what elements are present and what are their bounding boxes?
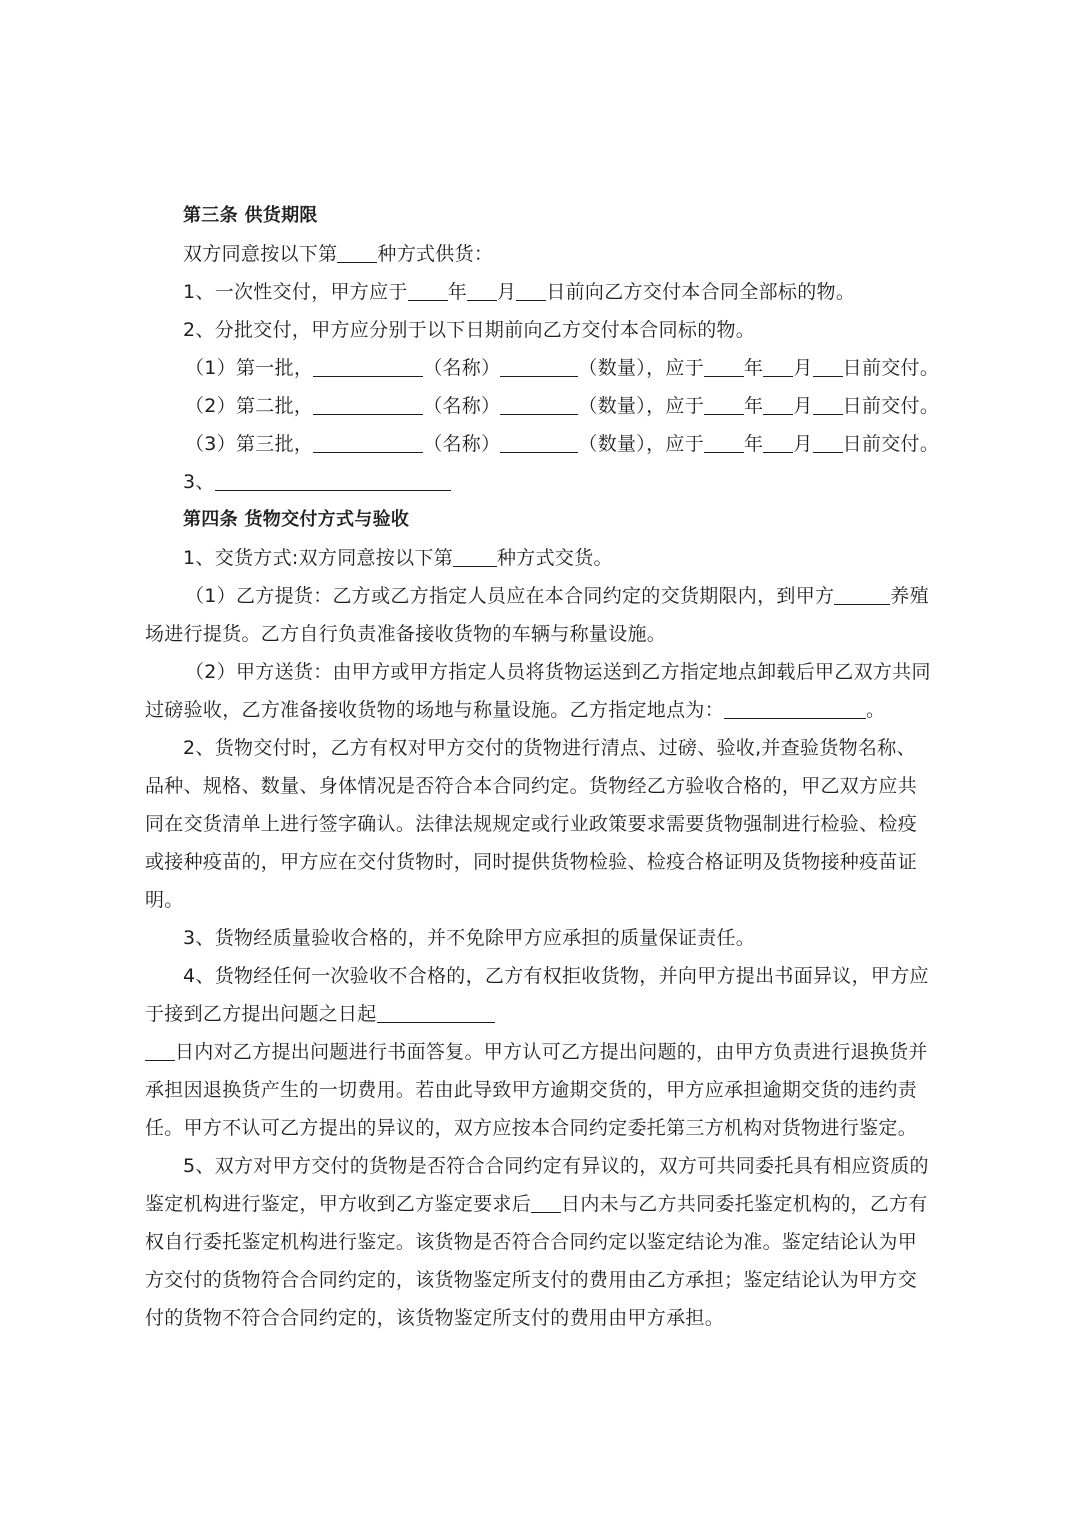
appraisal-days-blank[interactable] xyxy=(531,1190,561,1213)
article-4-item-4-line-2: 于接到乙方提出问题之日起 xyxy=(145,995,945,1033)
article-4-sub-2-line-1: （2）甲方送货：由甲方或甲方指定人员将货物运送到乙方指定地点卸载后甲乙双方共同 xyxy=(185,661,931,683)
article-4-sub-1-line-1: （1）乙方提货：乙方或乙方指定人员应在本合同约定的交货期限内，到甲方 养殖 xyxy=(145,577,945,615)
batch-2-month-blank[interactable] xyxy=(763,392,793,415)
article-4-item-2-line-3: 同在交货清单上进行签字确认。法律法规规定或行业政策要求需要货物强制进行检验、检疫 xyxy=(145,813,918,835)
article-4-item-1: 1、交货方式:双方同意按以下第 种方式交货。 xyxy=(145,539,945,577)
article-4-item-2-line-4: 或接种疫苗的，甲方应在交付货物时，同时提供货物检验、检疫合格证明及货物接种疫苗证 xyxy=(145,851,918,873)
batch-2-qty-blank[interactable] xyxy=(500,392,578,415)
batch-3-day-blank[interactable] xyxy=(813,430,843,453)
article-4-item-5-line-3: 权自行委托鉴定机构进行鉴定。该货物是否符合合同约定以鉴定结论为准。鉴定结论认为甲 xyxy=(145,1231,918,1253)
article-3-item-2: 2、分批交付，甲方应分别于以下日期前向乙方交付本合同标的物。 xyxy=(183,319,756,341)
other-method-blank[interactable] xyxy=(215,468,451,491)
article-4-item-5-line-4: 方交付的货物符合合同约定的，该货物鉴定所支付的费用由乙方承担；鉴定结论认为甲方交 xyxy=(145,1269,918,1291)
batch-1-qty-blank[interactable] xyxy=(500,354,578,377)
article-3-intro: 双方同意按以下第 种方式供货： xyxy=(145,235,945,273)
article-4-sub-1-line-2: 场进行提货。乙方自行负责准备接收货物的车辆与称量设施。 xyxy=(145,623,667,645)
designated-location-blank[interactable] xyxy=(724,696,866,719)
article-3-item-1: 1、一次性交付，甲方应于 年 月 日前向乙方交付本合同全部标的物。 xyxy=(145,273,945,311)
article-4-item-3: 3、货物经质量验收合格的，并不免除甲方应承担的质量保证责任。 xyxy=(183,927,756,949)
batch-3-month-blank[interactable] xyxy=(763,430,793,453)
article-4-item-4-line-1: 4、货物经任何一次验收不合格的，乙方有权拒收货物，并向甲方提出书面异议，甲方应 xyxy=(183,965,929,987)
batch-3-year-blank[interactable] xyxy=(704,430,744,453)
batch-line-3: （3）第三批， （名称） （数量），应于 年 月 日前交付。 xyxy=(145,425,945,463)
batch-1-month-blank[interactable] xyxy=(763,354,793,377)
batch-2-name-blank[interactable] xyxy=(313,392,423,415)
contract-page xyxy=(145,197,945,1337)
batch-3-name-blank[interactable] xyxy=(313,430,423,453)
batch-line-2: （2）第二批， （名称） （数量），应于 年 月 日前交付。 xyxy=(145,387,945,425)
article-4-item-5-line-1: 5、双方对甲方交付的货物是否符合合同约定有异议的，双方可共同委托具有相应资质的 xyxy=(183,1155,929,1177)
article-4-title: 第四条 货物交付方式与验收 xyxy=(183,509,410,530)
article-4-item-4-line-5: 任。甲方不认可乙方提出的异议的，双方应按本合同约定委托第三方机构对货物进行鉴定。 xyxy=(145,1117,918,1139)
article-4-item-4-line-4: 承担因退换货产生的一切费用。若由此导致甲方逾期交货的，甲方应承担逾期交货的违约责 xyxy=(145,1079,918,1101)
batch-3-qty-blank[interactable] xyxy=(500,430,578,453)
article-4-item-2-line-5: 明。 xyxy=(145,889,184,911)
batch-1-day-blank[interactable] xyxy=(813,354,843,377)
farm-name-blank[interactable] xyxy=(834,582,890,605)
article-4-sub-2-line-2: 过磅验收，乙方准备接收货物的场地与称量设施。乙方指定地点为： 。 xyxy=(145,691,945,729)
batch-2-year-blank[interactable] xyxy=(704,392,744,415)
year-blank[interactable] xyxy=(408,278,448,301)
month-blank[interactable] xyxy=(467,278,497,301)
article-3-item-3: 3、 xyxy=(145,463,945,501)
article-3-title: 第三条 供货期限 xyxy=(183,205,318,226)
article-4-item-4-line-3: 日内对乙方提出问题进行书面答复。甲方认可乙方提出问题的，由甲方负责进行退换货并 xyxy=(145,1033,945,1071)
batch-2-day-blank[interactable] xyxy=(813,392,843,415)
day-blank[interactable] xyxy=(516,278,546,301)
article-4-item-2-line-1: 2、货物交付时，乙方有权对甲方交付的货物进行清点、过磅、验收,并查验货物名称、 xyxy=(183,737,916,759)
batch-line-1: （1）第一批， （名称） （数量），应于 年 月 日前交付。 xyxy=(145,349,945,387)
article-4-item-5-line-5: 付的货物不符合合同约定的，该货物鉴定所支付的费用由甲方承担。 xyxy=(145,1307,725,1329)
delivery-method-blank[interactable] xyxy=(453,544,497,567)
article-4-item-5-line-2: 鉴定机构进行鉴定，甲方收到乙方鉴定要求后 日内未与乙方共同委托鉴定机构的，乙方有 xyxy=(145,1185,945,1223)
supply-method-blank[interactable] xyxy=(337,240,377,263)
article-4-item-2-line-2: 品种、规格、数量、身体情况是否符合本合同约定。货物经乙方验收合格的，甲乙双方应共 xyxy=(145,775,918,797)
reply-days-blank[interactable] xyxy=(377,1000,495,1023)
reply-days-blank-2[interactable] xyxy=(145,1038,175,1061)
batch-1-name-blank[interactable] xyxy=(313,354,423,377)
batch-1-year-blank[interactable] xyxy=(704,354,744,377)
